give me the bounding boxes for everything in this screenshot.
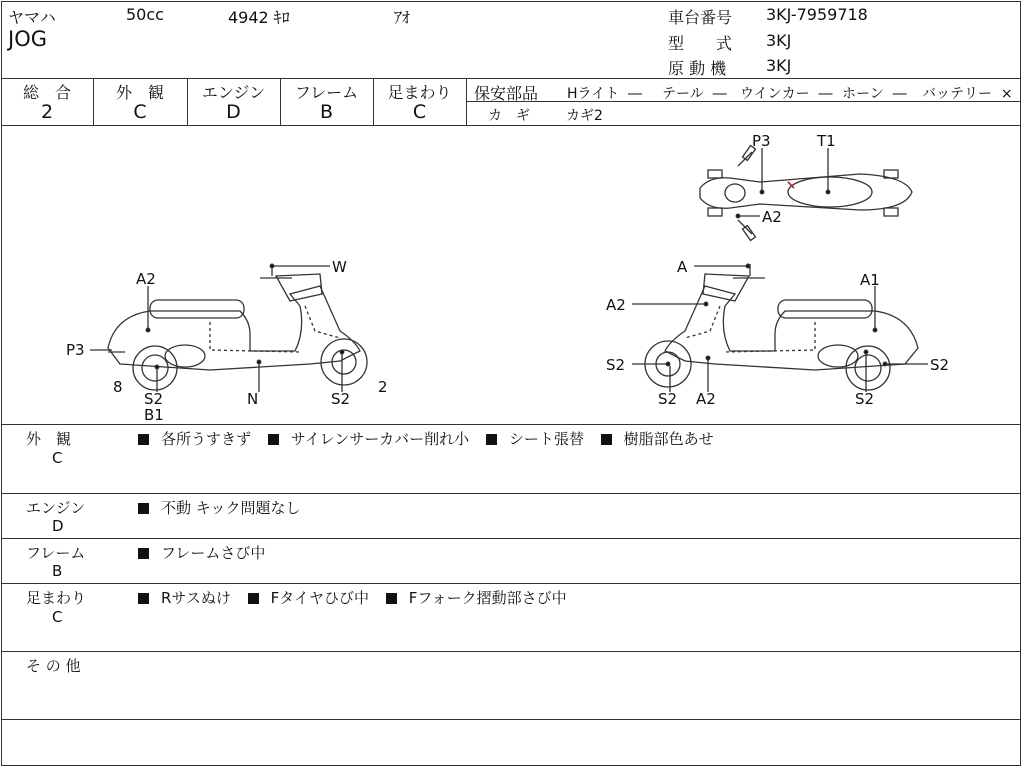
bullet-icon: [386, 593, 397, 604]
grade-frame-value: B: [319, 101, 334, 123]
grade-overall-label: 総 合: [22, 83, 71, 102]
top-t1: T1: [817, 132, 836, 150]
note-engine-label: エンジン: [26, 499, 86, 517]
bullet-icon: [486, 434, 497, 445]
divider: [1, 78, 1021, 79]
grade-overall-value: 2: [40, 101, 54, 123]
key-value: カギ2: [566, 108, 603, 124]
right-a: A: [677, 258, 688, 276]
note-engine-grade: D: [52, 517, 64, 535]
right-s2a: S2: [606, 356, 626, 374]
type-label: 型 式: [668, 34, 733, 53]
divider: [1, 719, 1021, 720]
bullet-icon: [268, 434, 279, 445]
divider: [466, 78, 467, 125]
left-p3: P3: [66, 341, 85, 359]
note-frame-items: フレームさび中: [138, 542, 277, 563]
grade-suspension-value: C: [412, 101, 427, 123]
bullet-icon: [138, 503, 149, 514]
left-s2b: S2: [331, 390, 351, 408]
grade-suspension-label: 足まわり: [387, 83, 452, 102]
bullet-icon: [138, 593, 149, 604]
displacement: 50cc: [126, 5, 164, 24]
note-exterior-label: 外 観: [26, 430, 72, 448]
right-s2c: S2: [658, 390, 678, 408]
note-suspension-grade: C: [52, 608, 63, 626]
top-a2: A2: [762, 208, 782, 226]
bullet-icon: [138, 548, 149, 559]
grade-engine-value: D: [226, 101, 241, 123]
left-2: 2: [378, 378, 388, 396]
part-battery: バッテリー ×: [922, 86, 1013, 102]
right-s2d: S2: [855, 390, 875, 408]
right-side-scooter: [632, 264, 928, 392]
left-a2: A2: [136, 270, 156, 288]
bullet-icon: [248, 593, 259, 604]
part-tail: テール ―: [662, 86, 727, 102]
bullet-icon: [138, 434, 149, 445]
mileage: 4942 ｷﾛ: [228, 8, 290, 27]
engine-label: 原 動 機: [668, 59, 727, 78]
divider: [1, 424, 1021, 425]
grade-exterior-value: C: [133, 101, 147, 123]
top-view-scooter: [700, 146, 912, 241]
grade-exterior-label: 外 観: [115, 83, 164, 102]
bullet-icon: [601, 434, 612, 445]
left-b1: B1: [144, 406, 164, 424]
divider: [1, 583, 1021, 584]
note-frame-grade: B: [52, 562, 63, 580]
left-w: W: [332, 258, 347, 276]
divider: [1, 538, 1021, 539]
note-exterior-items: 各所うすきず サイレンサーカバー削れ小 シート張替 樹脂部色あせ: [138, 428, 726, 449]
color: ｱｵ: [394, 8, 411, 27]
damage-diagram: [0, 126, 1022, 424]
key-label: カ ギ: [488, 108, 530, 124]
left-s2: S2: [144, 390, 164, 408]
note-other-label: そ の 他: [26, 657, 81, 675]
divider: [1, 651, 1021, 652]
right-a2: A2: [606, 296, 626, 314]
right-a1: A1: [860, 271, 880, 289]
note-suspension-label: 足まわり: [26, 589, 87, 607]
note-suspension-items: Rサスぬけ Fタイヤひび中 Fフォーク摺動部さび中: [138, 587, 579, 608]
maker: ヤマハ: [8, 8, 56, 27]
part-winker: ウインカー ―: [740, 86, 833, 102]
part-horn: ホーン ―: [842, 86, 907, 102]
left-side-scooter: [90, 264, 367, 392]
engine-value: 3KJ: [766, 56, 792, 75]
right-a2b: A2: [696, 390, 716, 408]
grade-engine-label: エンジン: [201, 83, 266, 102]
divider: [1, 493, 1021, 494]
frame-no: 3KJ-7959718: [766, 5, 868, 24]
left-n: N: [247, 390, 259, 408]
parts-title: 保安部品: [474, 84, 539, 103]
top-p3: P3: [752, 132, 771, 150]
note-engine-items: 不動 キック問題なし: [138, 497, 312, 518]
frame-no-label: 車台番号: [668, 8, 733, 27]
left-8: 8: [113, 378, 123, 396]
type-value: 3KJ: [766, 31, 792, 50]
model-name: JOG: [8, 27, 47, 51]
note-frame-label: フレーム: [26, 544, 86, 562]
right-s2b: S2: [930, 356, 950, 374]
part-headlight: Hライト ―: [567, 86, 643, 102]
note-exterior-grade: C: [52, 449, 63, 467]
grade-frame-label: フレーム: [294, 83, 359, 102]
